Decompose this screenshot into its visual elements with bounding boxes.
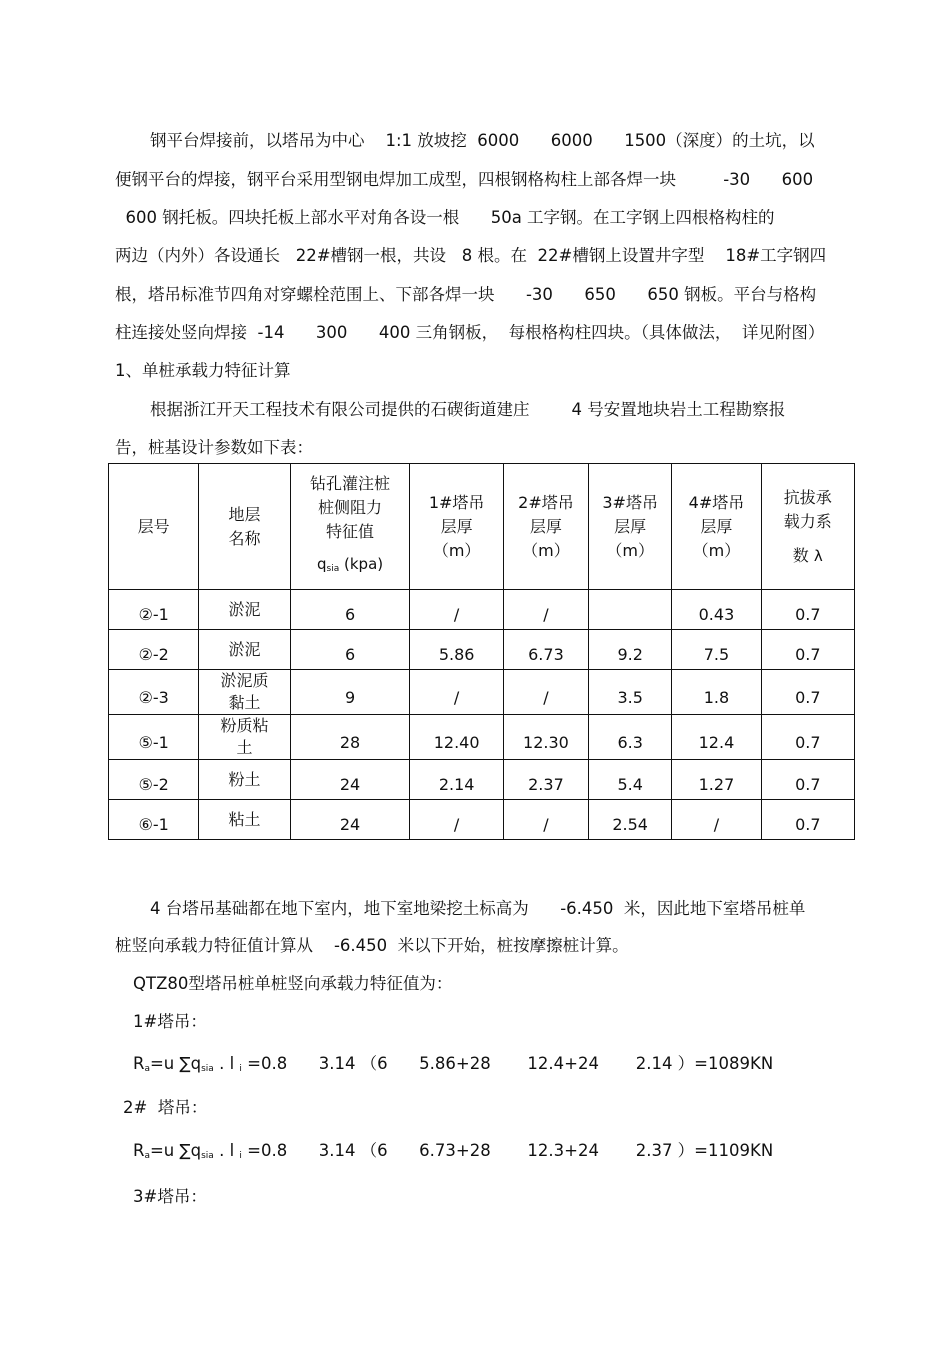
header-uplift: 抗拔承 载力系 数 λ — [761, 464, 854, 590]
header-friction: 钻孔灌注桩 桩侧阻力 特征值 $q_{sia}$ (kpa) — [290, 464, 410, 590]
crane1-label: 1#塔吊： — [133, 1012, 207, 1031]
table-row — [109, 800, 855, 840]
header-layer-no: 层号 — [109, 464, 199, 590]
cell-crane1: / — [410, 670, 503, 715]
cell-crane1: 2.14 — [410, 760, 503, 800]
cell-layer-no: ②-3 — [109, 670, 199, 715]
paragraph1-line-2: 便钢平台的焊接，钢平台采用型钢电焊加工成型，四根钢格构柱上部各焊一块 -30 600 — [115, 170, 814, 189]
table-row — [109, 760, 855, 800]
cell-crane1: / — [410, 800, 503, 840]
cell-layer-no: ⑤-1 — [109, 715, 199, 760]
cell-friction: 9 — [290, 670, 410, 715]
table-header-row — [109, 464, 855, 590]
table-row — [109, 670, 855, 715]
paragraph2-line-2: 桩竖向承载力特征值计算从 -6.450 米以下开始，桩按摩擦桩计算。 — [115, 936, 629, 955]
cell-crane3: 3.5 — [589, 670, 672, 715]
paragraph1-line-4: 两边（内外）各设通长 22#槽钢一根，共设 8 根。在 22#槽钢上设置井字型 18#工字钢四 — [115, 246, 827, 265]
cell-layer-name: 粉土 — [199, 760, 290, 800]
cell-crane4: / — [672, 800, 761, 840]
cell-crane1: 12.40 — [410, 715, 503, 760]
cell-crane1: 5.86 — [410, 630, 503, 670]
cell-crane2: / — [503, 590, 588, 630]
header-crane1: 1#塔吊 层厚 （m） — [410, 464, 503, 590]
table-row — [109, 630, 855, 670]
paragraph1-line-5: 根，塔吊标准节四角对穿螺栓范围上、下部各焊一块 -30 650 650 钢板。平台与格构 — [115, 285, 817, 304]
cell-crane4: 7.5 — [672, 630, 761, 670]
cell-layer-no: ②-1 — [109, 590, 199, 630]
cell-crane2: 2.37 — [503, 760, 588, 800]
section-heading: 1、单桩承载力特征计算 — [115, 361, 291, 380]
cell-uplift: 0.7 — [761, 630, 854, 670]
cell-layer-name: 淤泥 — [199, 630, 290, 670]
intro-line-1: 根据浙江开天工程技术有限公司提供的石碶街道建庄 4 号安置地块岩土工程勘察报 — [150, 400, 786, 419]
cell-crane3: 5.4 — [589, 760, 672, 800]
cell-uplift: 0.7 — [761, 800, 854, 840]
header-layer-name: 地层 名称 — [199, 464, 290, 590]
paragraph1-line-1: 钢平台焊接前，以塔吊为中心 1:1 放坡挖 6000 6000 1500（深度）的土坑，以 — [150, 131, 815, 150]
table-row — [109, 590, 855, 630]
header-crane3: 3#塔吊 层厚 （m） — [589, 464, 672, 590]
header-crane4: 4#塔吊 层厚 （m） — [672, 464, 761, 590]
crane2-label: 2# 塔吊： — [123, 1098, 208, 1117]
cell-crane2: 6.73 — [503, 630, 588, 670]
cell-friction: 6 — [290, 590, 410, 630]
crane3-label: 3#塔吊： — [133, 1187, 207, 1206]
cell-uplift: 0.7 — [761, 715, 854, 760]
paragraph2-line-1: 4 台塔吊基础都在地下室内，地下室地梁挖土标高为 -6.450 米，因此地下室塔吊桩单 — [150, 899, 806, 918]
cell-crane4: 0.43 — [672, 590, 761, 630]
cell-friction: 6 — [290, 630, 410, 670]
cell-uplift: 0.7 — [761, 590, 854, 630]
cell-friction: 24 — [290, 760, 410, 800]
cell-layer-no: ⑤-2 — [109, 760, 199, 800]
cell-crane1: / — [410, 590, 503, 630]
cell-crane4: 1.27 — [672, 760, 761, 800]
cell-layer-no: ②-2 — [109, 630, 199, 670]
formula-crane2: $R_a=u$ $\sum q_{sia}$ . l $_i$ =0.8 3.14 （6 6.73+28 12.3+24 2.37 ）=1109KN — [133, 1141, 774, 1161]
cell-crane4: 1.8 — [672, 670, 761, 715]
cell-crane4: 12.4 — [672, 715, 761, 760]
cell-friction: 24 — [290, 800, 410, 840]
cell-crane3: 6.3 — [589, 715, 672, 760]
cell-layer-name: 粘土 — [199, 800, 290, 840]
cell-uplift: 0.7 — [761, 670, 854, 715]
cell-crane2: / — [503, 670, 588, 715]
qtz-heading: QTZ80型塔吊桩单桩竖向承载力特征值为： — [133, 974, 453, 993]
cell-crane3 — [589, 590, 672, 630]
cell-uplift: 0.7 — [761, 760, 854, 800]
header-crane2: 2#塔吊 层厚 （m） — [503, 464, 588, 590]
cell-friction: 28 — [290, 715, 410, 760]
cell-crane3: 9.2 — [589, 630, 672, 670]
cell-layer-name: 淤泥质 黏土 — [199, 670, 290, 715]
cell-layer-name: 粉质粘 土 — [199, 715, 290, 760]
table-row — [109, 715, 855, 760]
soil-parameter-table — [108, 463, 855, 840]
formula-crane1: $R_a=u$ $\sum q_{sia}$ . l $_i$ =0.8 3.14 （6 5.86+28 12.4+24 2.14 ）=1089KN — [133, 1054, 774, 1074]
paragraph1-line-3: 600 钢托板。四块托板上部水平对角各设一根 50a 工字钢。在工字钢上四根格构柱的 — [115, 208, 775, 227]
cell-crane2: / — [503, 800, 588, 840]
cell-crane2: 12.30 — [503, 715, 588, 760]
paragraph1-line-6: 柱连接处竖向焊接 -14 300 400 三角钢板， 每根格构柱四块。（具体做法， 详见附图） — [115, 323, 825, 342]
intro-line-2: 告，桩基设计参数如下表： — [115, 438, 313, 457]
cell-layer-name: 淤泥 — [199, 590, 290, 630]
cell-crane3: 2.54 — [589, 800, 672, 840]
cell-layer-no: ⑥-1 — [109, 800, 199, 840]
lambda-symbol: λ — [813, 546, 823, 565]
